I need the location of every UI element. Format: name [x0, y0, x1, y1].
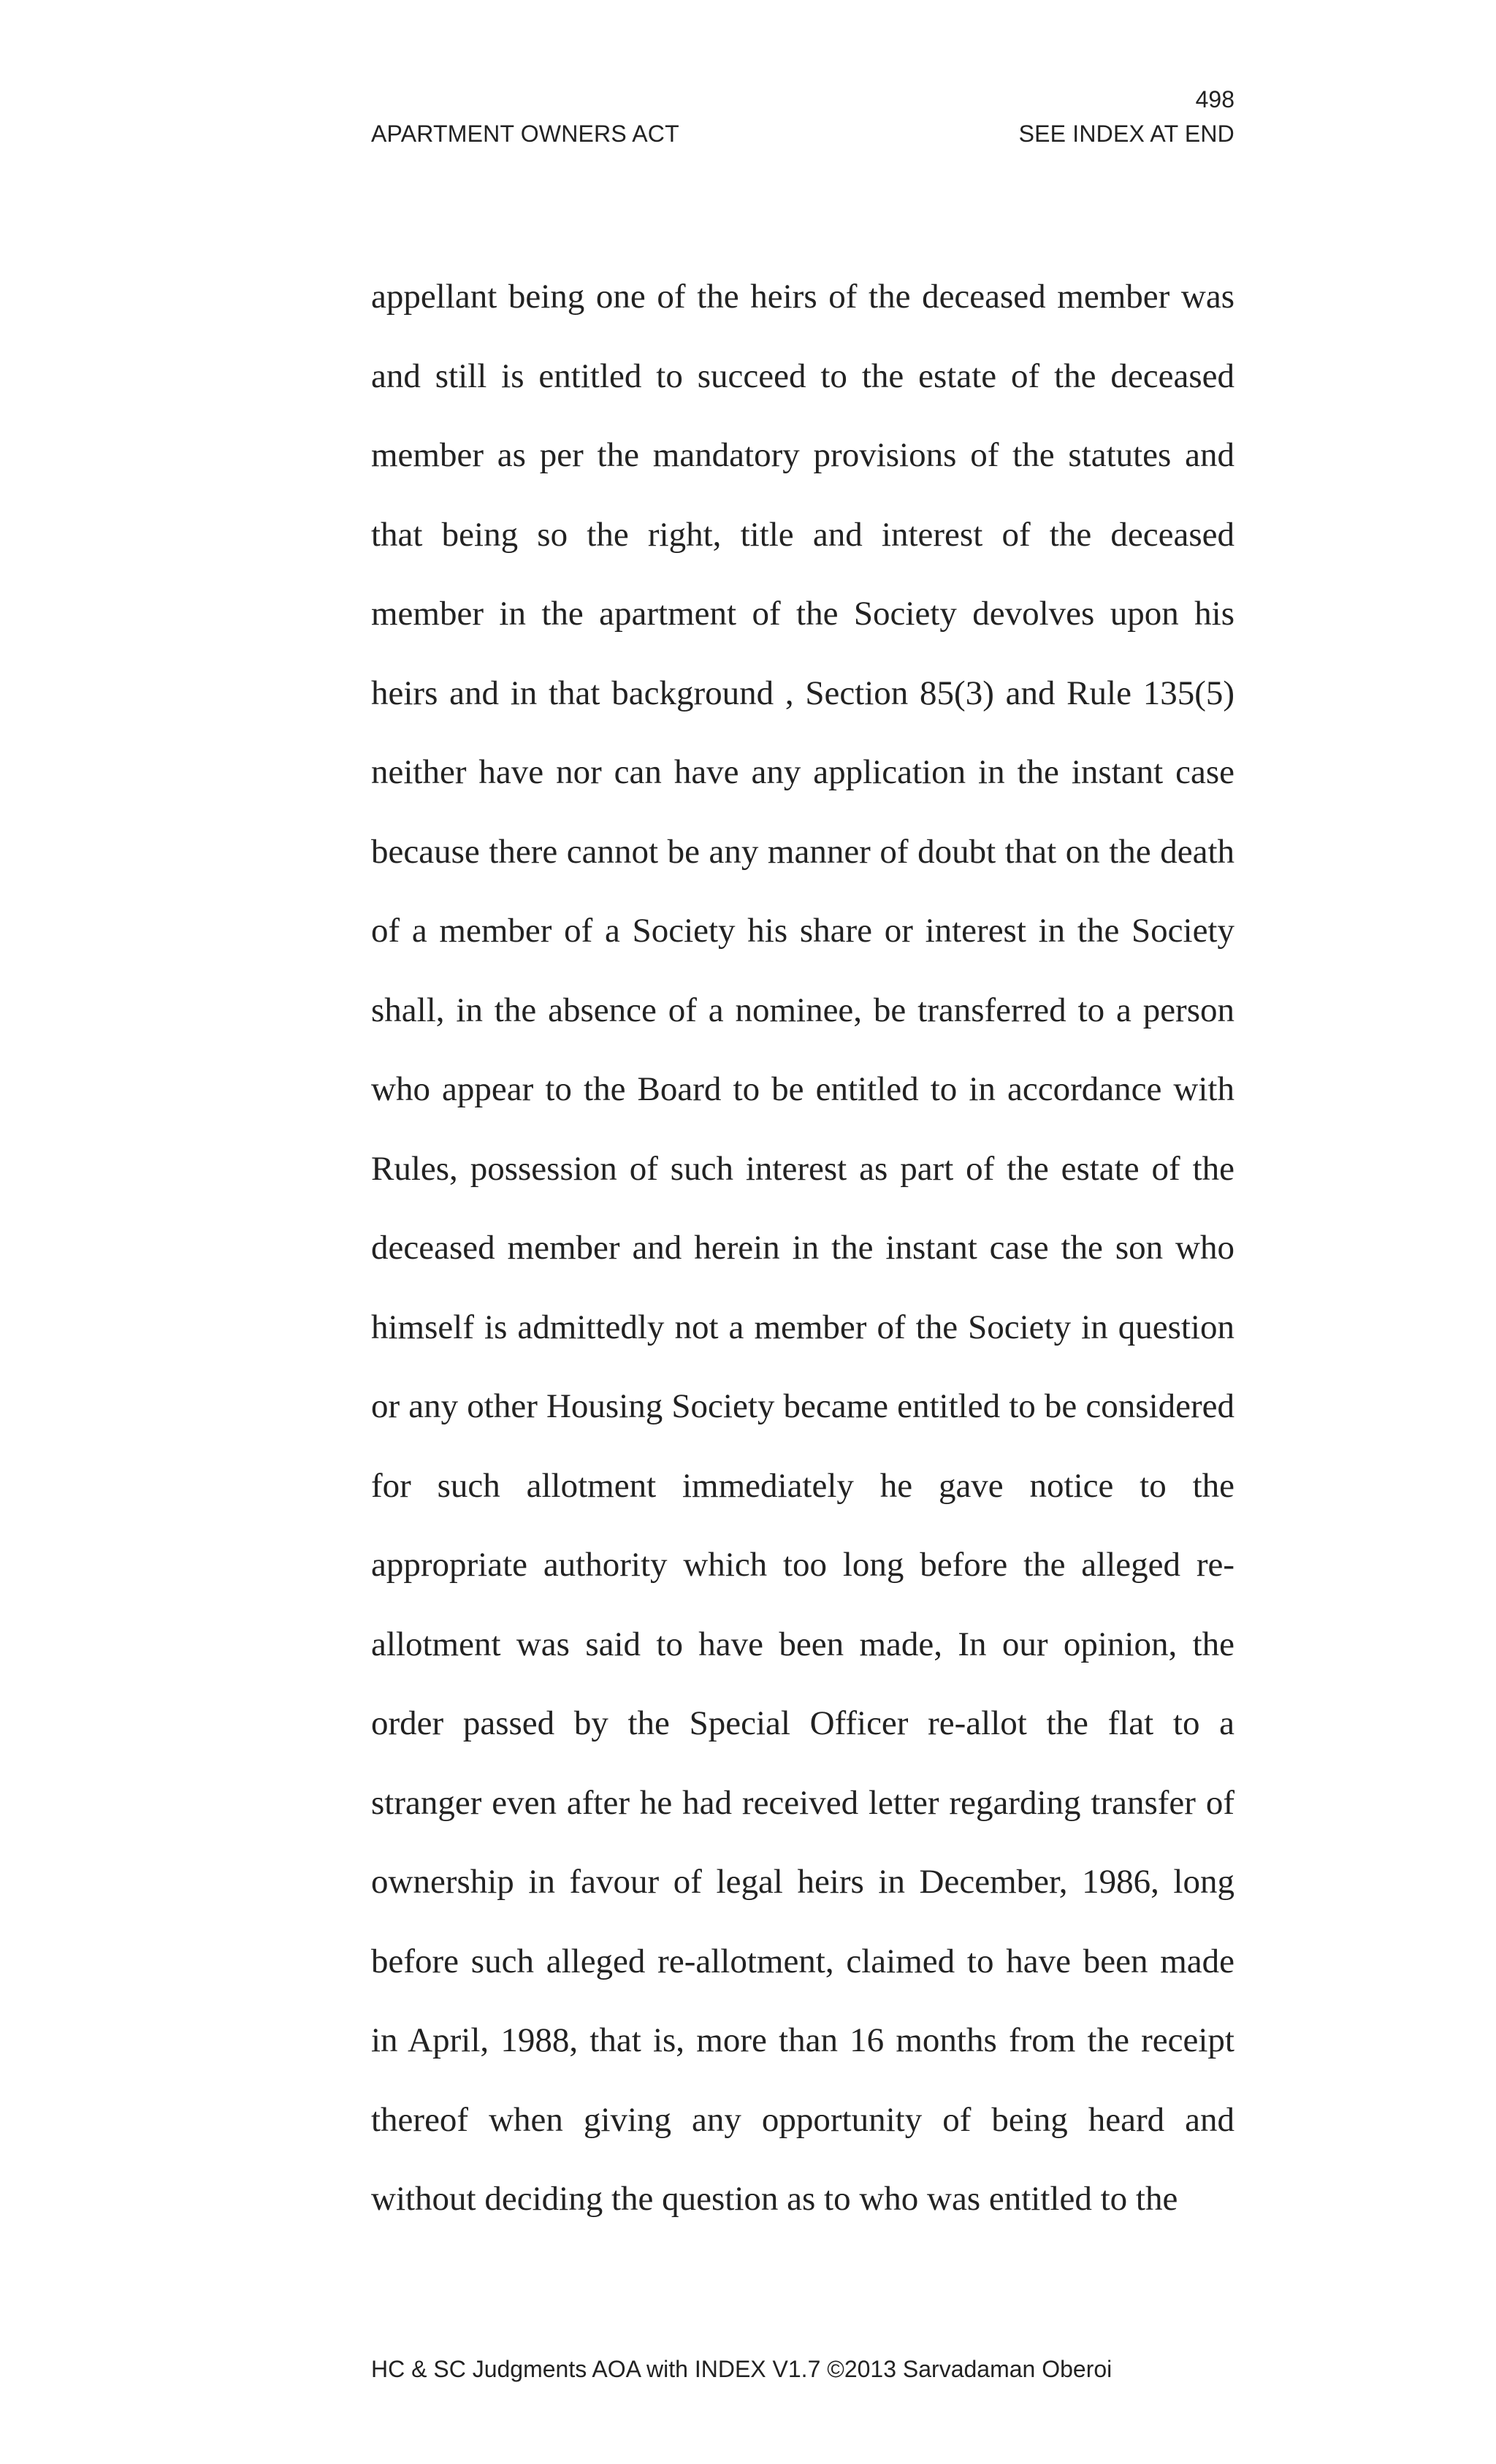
running-header — [371, 121, 1234, 148]
judgment-body-text: appellant being one of the heirs of the deceased member was and still is entitled to succeed to the estate of the deceased member as per the mandatory provisions of the statutes and that being so the right, title and interest of the deceased member in the apartment of the Society devolves upon his heirs and in that background , Section 85(3) and Rule 135(5) neither have nor can have any application in the instant case because there cannot be any manner of doubt that on the death of a member of a Society his share or interest in the Society shall, in the absence of a nominee, be transferred to a person who appear to the Board to be entitled to in accordance with Rules, possession of such interest as part of the estate of the deceased member and herein in the instant case the son who himself is admittedly not a member of the Society in question or any other Housing Society became entitled to be considered for such allotment immediately he gave notice to the appropriate authority which too long before the alleged re-allotment was said to have been made, In our opinion, the order passed by the Special Officer re-allot the flat to a stranger even after he had received letter regarding transfer of ownership in favour of legal heirs in December, 1986, long before such alleged re-allotment, claimed to have been made in April, 1988, that is, more than 16 months from the receipt thereof when giving any opportunity of being heard and without deciding the question as to who was entitled to the — [371, 278, 1234, 2218]
header-index-note: SEE INDEX AT END — [1018, 121, 1234, 147]
page-footer: HC & SC Judgments AOA with INDEX V1.7 ©2013 Sarvadaman Oberoi — [371, 2356, 1113, 2382]
header-title: APARTMENT OWNERS ACT — [371, 121, 679, 147]
page-number: 498 — [1195, 86, 1234, 112]
